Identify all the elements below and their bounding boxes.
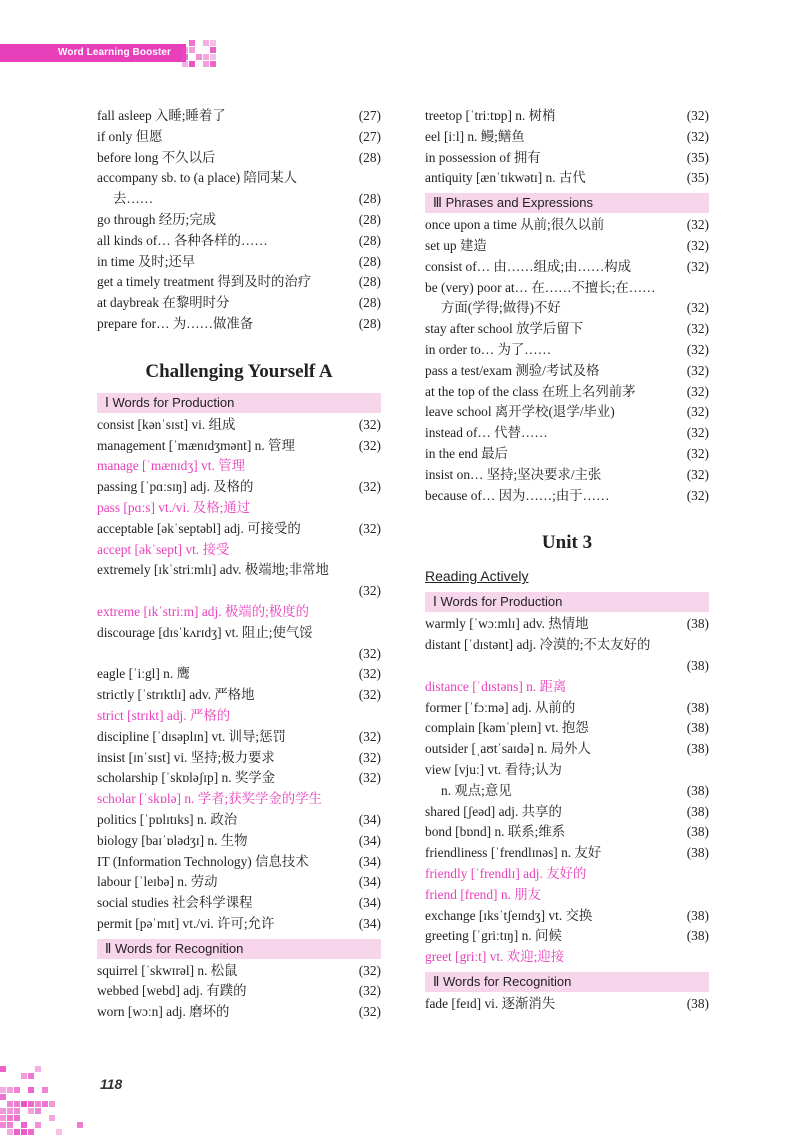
- entry-text: 去……: [113, 191, 154, 207]
- word-list-recognition: [425, 994, 709, 1015]
- entry-page-ref: (32): [358, 666, 381, 682]
- entry-page-ref: (38): [686, 699, 709, 715]
- entry-text: pass [pɑːs] vt./vi. 及格;通过: [97, 499, 251, 515]
- section-heading-challenging-yourself: Challenging Yourself A: [145, 360, 333, 382]
- entry-page-ref: (28): [358, 149, 381, 165]
- entry-text: treetop [ˈtriːtɒp] n. 树梢: [425, 108, 556, 123]
- vocab-entry: [97, 519, 381, 540]
- entry-text: if only 但愿: [97, 128, 163, 144]
- vocab-entry: [97, 602, 381, 623]
- entry-text: distant [ˈdɪstənt] adj. 冷漠的;不太友好的: [425, 637, 651, 653]
- entry-page-ref: (38): [686, 803, 709, 819]
- entry-text: extreme [ɪkˈstriːm] adj. 极端的;极度的: [97, 603, 309, 619]
- vocab-entry: [425, 698, 709, 719]
- vocab-entry: [425, 718, 709, 739]
- vocab-entry: [425, 257, 709, 278]
- vocab-entry: [425, 402, 709, 423]
- entry-page-ref: (32): [358, 437, 381, 453]
- vocab-entry: [97, 644, 381, 665]
- entry-page-ref: (34): [358, 874, 381, 890]
- entry-text: worn [wɔːn] adj. 磨坏的: [97, 1004, 230, 1020]
- entry-page-ref: (32): [686, 404, 709, 420]
- entry-text: in order to… 为了……: [425, 341, 552, 357]
- entry-text: consist [kənˈsɪst] vi. 组成: [97, 416, 236, 432]
- entry-text: scholar [ˈskɒlə] n. 学者;获奖学金的学生: [97, 791, 322, 807]
- vocab-entry: [425, 298, 709, 319]
- phrase-list-top: [97, 106, 381, 335]
- entry-text: bond [bɒnd] n. 联系;维系: [425, 824, 566, 840]
- entry-page-ref: (35): [686, 170, 709, 186]
- vocab-entry: [425, 319, 709, 340]
- entry-text: accompany sb. to (a place) 陪同某人: [97, 170, 298, 186]
- entry-page-ref: (32): [686, 258, 709, 274]
- decorative-pixel-pattern-top: [0, 40, 220, 66]
- entry-page-ref: (32): [686, 383, 709, 399]
- entry-page-ref: (38): [686, 928, 709, 944]
- entry-text: manage [ˈmænɪdʒ] vt. 管理: [97, 458, 246, 474]
- vocab-entry: [425, 148, 709, 169]
- vocab-entry: [97, 560, 381, 581]
- entry-text: squirrel [ˈskwɪrəl] n. 松鼠: [97, 962, 238, 978]
- vocab-entry: [425, 236, 709, 257]
- vocab-entry: [97, 415, 381, 436]
- entry-page-ref: (32): [358, 583, 381, 599]
- vocab-entry: [425, 423, 709, 444]
- entry-page-ref: (32): [358, 1004, 381, 1020]
- entry-page-ref: (32): [358, 645, 381, 661]
- entry-page-ref: (32): [358, 983, 381, 999]
- entry-text: scholarship [ˈskɒləʃɪp] n. 奖学金: [97, 770, 276, 786]
- entry-text: politics [ˈpɒlɪtɪks] n. 政治: [97, 811, 238, 827]
- vocab-entry: [97, 272, 381, 293]
- entry-text: before long 不久以后: [97, 149, 216, 165]
- entry-text: discourage [dɪsˈkʌrɪdʒ] vt. 阻止;使气馁: [97, 624, 313, 640]
- vocab-entry: [97, 685, 381, 706]
- vocab-entry: [425, 340, 709, 361]
- entry-text: prepare for… 为……做准备: [97, 315, 254, 331]
- vocab-entry: [97, 106, 381, 127]
- entry-page-ref: (28): [358, 253, 381, 269]
- vocab-entry: [97, 852, 381, 873]
- phrase-list: [425, 215, 709, 506]
- vocab-entry: [97, 210, 381, 231]
- entry-text: eagle [ˈiːgl] n. 鹰: [97, 666, 190, 682]
- vocab-entry: [425, 802, 709, 823]
- entry-page-ref: (32): [686, 217, 709, 233]
- entry-text: insist on… 坚持;坚决要求/主张: [425, 466, 602, 482]
- entry-page-ref: (34): [358, 895, 381, 911]
- entry-text: leave school 离开学校(退学/毕业): [425, 404, 615, 420]
- entry-page-ref: (28): [358, 274, 381, 290]
- entry-page-ref: (38): [686, 720, 709, 736]
- entry-text: greeting [ˈgriːtɪŋ] n. 问候: [425, 928, 562, 944]
- entry-text: because of… 因为……;由于……: [425, 487, 610, 503]
- entry-page-ref: (28): [358, 315, 381, 331]
- entry-page-ref: (32): [686, 362, 709, 378]
- entry-page-ref: (38): [686, 657, 709, 673]
- entry-page-ref: (32): [358, 687, 381, 703]
- vocab-entry: [425, 278, 709, 299]
- entry-text: eel [iːl] n. 鳗;鳝鱼: [425, 128, 525, 144]
- entry-page-ref: (32): [358, 749, 381, 765]
- entry-page-ref: (32): [358, 770, 381, 786]
- vocab-entry: [97, 148, 381, 169]
- vocab-entry: [97, 768, 381, 789]
- vocab-entry: [425, 677, 709, 698]
- vocab-entry: [425, 656, 709, 677]
- entry-page-ref: (28): [358, 211, 381, 227]
- vocab-entry: [97, 477, 381, 498]
- entry-page-ref: (32): [686, 321, 709, 337]
- vocab-entry: [425, 465, 709, 486]
- vocab-entry: [425, 635, 709, 656]
- entry-text: in time 及时;还早: [97, 253, 196, 269]
- entry-text: go through 经历;完成: [97, 211, 217, 227]
- vocab-entry: [425, 106, 709, 127]
- entry-page-ref: (38): [686, 616, 709, 632]
- entry-text: n. 观点;意见: [441, 782, 512, 798]
- right-column: [425, 106, 709, 1015]
- vocab-entry: [425, 739, 709, 760]
- entry-text: at daybreak 在黎明时分: [97, 295, 230, 311]
- entry-page-ref: (27): [358, 128, 381, 144]
- entry-text: warmly [ˈwɔːmlɪ] adv. 热情地: [425, 616, 589, 632]
- vocab-entry: [425, 614, 709, 635]
- vocab-entry: [425, 926, 709, 947]
- section-heading-unit-3: Unit 3: [541, 532, 593, 554]
- vocab-entry: [425, 822, 709, 843]
- vocab-entry: [97, 127, 381, 148]
- vocab-entry: [97, 623, 381, 644]
- entry-text: set up 建造: [425, 237, 487, 253]
- word-list-production: [425, 614, 709, 968]
- entry-page-ref: (32): [358, 479, 381, 495]
- vocab-entry: [425, 127, 709, 148]
- entry-text: instead of… 代替……: [425, 425, 548, 441]
- entry-page-ref: (34): [358, 853, 381, 869]
- entry-text: permit [pəˈmɪt] vt./vi. 许可;允许: [97, 915, 275, 931]
- entry-page-ref: (34): [358, 832, 381, 848]
- entry-text: social studies 社会科学课程: [97, 895, 253, 911]
- vocab-entry: [425, 444, 709, 465]
- word-list-production: [97, 415, 381, 935]
- entry-text: fade [feɪd] vi. 逐渐消失: [425, 995, 556, 1011]
- entry-text: antiquity [ænˈtɪkwətɪ] n. 古代: [425, 170, 586, 186]
- entry-page-ref: (38): [686, 741, 709, 757]
- vocab-entry: [425, 760, 709, 781]
- entry-text: stay after school 放学后留下: [425, 321, 584, 337]
- entry-page-ref: (38): [686, 995, 709, 1011]
- vocab-entry: [425, 781, 709, 802]
- entry-page-ref: (38): [686, 824, 709, 840]
- entry-text: friendliness [ˈfrendlɪnəs] n. 友好: [425, 845, 602, 861]
- entry-page-ref: (32): [686, 487, 709, 503]
- vocab-entry: [97, 893, 381, 914]
- entry-text: former [ˈfɔːmə] adj. 从前的: [425, 699, 576, 715]
- section-bar-words-production: Ⅰ Words for Production: [97, 393, 381, 413]
- entry-text: consist of… 由……组成;由……构成: [425, 258, 632, 274]
- entry-text: biology [baɪˈɒlədʒɪ] n. 生物: [97, 832, 248, 848]
- vocab-entry: [97, 498, 381, 519]
- vocab-entry: [97, 748, 381, 769]
- entry-text: in the end 最后: [425, 445, 508, 461]
- vocab-entry: [425, 168, 709, 189]
- entry-page-ref: (28): [358, 295, 381, 311]
- entry-text: view [vjuː] vt. 看待;认为: [425, 761, 562, 777]
- entry-page-ref: (32): [686, 108, 709, 123]
- entry-page-ref: (32): [358, 416, 381, 432]
- word-list-top: [425, 106, 709, 189]
- vocab-entry: [425, 864, 709, 885]
- entry-page-ref: (32): [358, 520, 381, 536]
- entry-text: greet [griːt] vt. 欢迎;迎接: [425, 949, 565, 965]
- entry-page-ref: (32): [686, 445, 709, 461]
- banner-title: Word Learning Booster: [58, 47, 172, 58]
- vocab-entry: [97, 981, 381, 1002]
- entry-text: shared [ʃeəd] adj. 共享的: [425, 803, 562, 819]
- entry-page-ref: (34): [358, 811, 381, 827]
- entry-text: fall asleep 入睡;睡着了: [97, 108, 226, 123]
- entry-text: friend [frend] n. 朋友: [425, 886, 542, 902]
- entry-text: strictly [ˈstrɪktlɪ] adv. 严格地: [97, 687, 255, 703]
- vocab-entry: [97, 189, 381, 210]
- entry-text: IT (Information Technology) 信息技术: [97, 853, 309, 869]
- vocab-entry: [425, 382, 709, 403]
- vocab-entry: [97, 581, 381, 602]
- vocab-entry: [97, 831, 381, 852]
- entry-page-ref: (32): [686, 128, 709, 144]
- vocab-entry: [97, 664, 381, 685]
- entry-text: distance [ˈdɪstəns] n. 距离: [425, 678, 567, 694]
- vocab-entry: [425, 486, 709, 507]
- entry-page-ref: (32): [686, 466, 709, 482]
- vocab-entry: [97, 727, 381, 748]
- vocab-entry: [97, 810, 381, 831]
- entry-text: labour [ˈleɪbə] n. 劳动: [97, 874, 218, 890]
- vocab-entry: [425, 361, 709, 382]
- entry-text: management [ˈmænɪdʒmənt] n. 管理: [97, 437, 295, 453]
- vocab-entry: [97, 293, 381, 314]
- vocab-entry: [425, 994, 709, 1015]
- page-number: 118: [100, 1076, 123, 1092]
- entry-text: extremely [ɪkˈstriːmlɪ] adv. 极端地;非常地: [97, 562, 329, 578]
- vocab-entry: [425, 215, 709, 236]
- entry-text: pass a test/exam 测验/考试及格: [425, 362, 600, 378]
- entry-text: once upon a time 从前;很久以前: [425, 217, 605, 233]
- vocab-entry: [425, 885, 709, 906]
- entry-text: insist [ɪnˈsɪst] vi. 坚持;极力要求: [97, 749, 275, 765]
- vocab-entry: [425, 947, 709, 968]
- entry-page-ref: (28): [358, 232, 381, 248]
- vocab-entry: [97, 872, 381, 893]
- entry-text: friendly [ˈfrendlɪ] adj. 友好的: [425, 865, 587, 881]
- entry-page-ref: (38): [686, 845, 709, 861]
- entry-text: strict [strɪkt] adj. 严格的: [97, 707, 231, 723]
- vocab-entry: [97, 436, 381, 457]
- entry-text: be (very) poor at… 在……不擅长;在……: [425, 279, 656, 295]
- entry-page-ref: (32): [686, 237, 709, 253]
- entry-text: complain [kəmˈpleɪn] vt. 抱怨: [425, 720, 589, 736]
- entry-text: discipline [ˈdɪsəplɪn] vt. 训导;惩罚: [97, 728, 286, 744]
- entry-text: acceptable [əkˈseptəbl] adj. 可接受的: [97, 520, 301, 536]
- vocab-entry: [97, 168, 381, 189]
- entry-text: exchange [ɪksˈtʃeɪndʒ] vt. 交换: [425, 907, 593, 923]
- vocab-entry: [97, 961, 381, 982]
- vocab-entry: [97, 1002, 381, 1023]
- entry-text: get a timely treatment 得到及时的治疗: [97, 274, 312, 290]
- entry-text: all kinds of… 各种各样的……: [97, 232, 268, 248]
- vocab-entry: [97, 789, 381, 810]
- section-bar-words-recognition: Ⅱ Words for Recognition: [97, 939, 381, 959]
- section-bar-words-recognition: Ⅱ Words for Recognition: [425, 972, 709, 992]
- entry-text: outsider [ˌaʊtˈsaɪdə] n. 局外人: [425, 741, 591, 757]
- entry-text: 方面(学得;做得)不好: [441, 300, 561, 316]
- entry-text: passing [ˈpɑːsɪŋ] adj. 及格的: [97, 479, 254, 495]
- entry-page-ref: (38): [686, 782, 709, 798]
- entry-page-ref: (28): [358, 191, 381, 207]
- left-column: [97, 106, 381, 1023]
- subheading-reading-actively: Reading Actively: [425, 568, 529, 585]
- entry-text: accept [əkˈsept] vt. 接受: [97, 541, 230, 557]
- vocab-entry: [97, 706, 381, 727]
- entry-page-ref: (32): [686, 341, 709, 357]
- entry-page-ref: (32): [686, 300, 709, 316]
- vocab-entry: [97, 456, 381, 477]
- vocab-entry: [97, 252, 381, 273]
- entry-page-ref: (27): [358, 108, 381, 123]
- entry-text: in possession of 拥有: [425, 149, 541, 165]
- entry-page-ref: (32): [358, 728, 381, 744]
- vocab-entry: [425, 843, 709, 864]
- vocab-entry: [425, 906, 709, 927]
- entry-text: at the top of the class 在班上名列前茅: [425, 383, 636, 399]
- word-list-recognition: [97, 961, 381, 1023]
- decorative-pixel-pattern-bottom: [0, 1066, 90, 1138]
- entry-page-ref: (38): [686, 907, 709, 923]
- vocab-entry: [97, 314, 381, 335]
- vocab-entry: [97, 231, 381, 252]
- vocab-entry: [97, 914, 381, 935]
- entry-page-ref: (34): [358, 915, 381, 931]
- entry-page-ref: (35): [686, 149, 709, 165]
- section-bar-words-production: Ⅰ Words for Production: [425, 592, 709, 612]
- entry-page-ref: (32): [358, 962, 381, 978]
- entry-text: webbed [webd] adj. 有蹼的: [97, 983, 247, 999]
- entry-page-ref: (32): [686, 425, 709, 441]
- section-bar-phrases: Ⅲ Phrases and Expressions: [425, 193, 709, 213]
- vocab-entry: [97, 540, 381, 561]
